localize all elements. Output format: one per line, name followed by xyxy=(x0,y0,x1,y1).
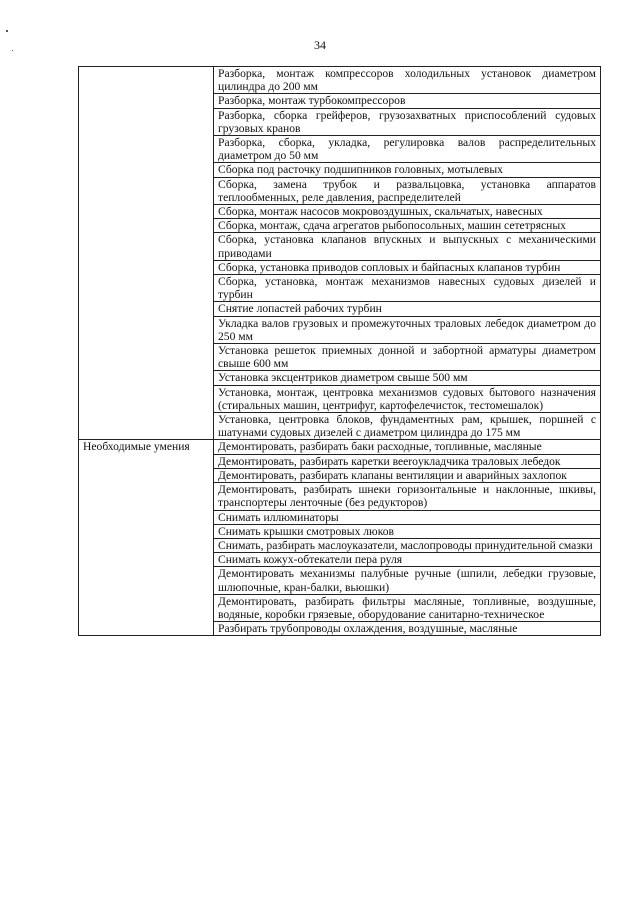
table-row xyxy=(79,440,601,454)
category-cell xyxy=(79,67,214,440)
item-cell: Разборка, монтаж компрессоров холодильных установок диаметром цилиндра до 200 мм xyxy=(214,67,601,94)
item-cell: Сборка, установка, монтаж механизмов навесных судовых дизелей и турбин xyxy=(214,275,601,302)
item-cell: Установка, монтаж, центровка механизмов судовых бытового назначения (стиральных машин, центрифуг, картофелечисток, тестомешалок) xyxy=(214,385,601,412)
item-cell: Демонтировать, разбирать баки расходные, топливные, масляные xyxy=(214,440,601,454)
item-cell: Снимать иллюминаторы xyxy=(214,510,601,524)
item-cell: Демонтировать механизмы палубные ручные (шпили, лебедки грузовые, шлюпочные, кран-балки, вьюшки) xyxy=(214,567,601,594)
item-cell: Укладка валов грузовых и промежуточных траловых лебедок диаметром до 250 мм xyxy=(214,316,601,343)
item-cell: Снимать кожух-обтекатели пера руля xyxy=(214,553,601,567)
item-cell: Демонтировать, разбирать шнеки горизонтальные и наклонные, шкивы, транспортеры ленточные (без редукторов) xyxy=(214,483,601,510)
item-cell: Сборка, установка клапанов впускных и выпускных с механическими приводами xyxy=(214,233,601,260)
item-cell: Сборка, монтаж насосов мокровоздушных, скальчатых, навесных xyxy=(214,205,601,219)
item-cell: Установка решеток приемных донной и забортной арматуры диаметром свыше 600 мм xyxy=(214,344,601,371)
item-cell: Демонтировать, разбирать клапаны вентиляции и аварийных захлопок xyxy=(214,468,601,482)
scan-speck xyxy=(6,30,8,32)
item-cell: Снятие лопастей рабочих турбин xyxy=(214,302,601,316)
item-cell: Снимать крышки смотровых люков xyxy=(214,524,601,538)
item-cell: Разборка, монтаж турбокомпрессоров xyxy=(214,94,601,108)
item-cell: Демонтировать, разбирать фильтры масляные, топливные, воздушные, водяные, коробки грязевые, оборудование санитарно-техническое xyxy=(214,594,601,621)
item-cell: Сборка, монтаж, сдача агрегатов рыбопосольных, машин сететрясных xyxy=(214,219,601,233)
item-cell: Сборка, замена трубок и развальцовка, установка аппаратов теплообменных, реле давления, распределителей xyxy=(214,177,601,204)
item-cell: Сборка, установка приводов сопловых и байпасных клапанов турбин xyxy=(214,260,601,274)
item-cell: Сборка под расточку подшипников головных, мотылевых xyxy=(214,163,601,177)
item-cell: Демонтировать, разбирать каретки вееroукладчика траловых лебедок xyxy=(214,454,601,468)
table-body xyxy=(79,67,601,636)
item-cell: Снимать, разбирать маслоуказатели, маслопроводы принудительной смазки xyxy=(214,538,601,552)
item-cell: Разборка, сборка грейферов, грузозахватных приспособлений судовых грузовых кранов xyxy=(214,108,601,135)
item-cell: Установка эксцентриков диаметром свыше 500 мм xyxy=(214,371,601,385)
item-cell: Установка, центровка блоков, фундаментных рам, крышек, поршней с шатунами судовых дизелей с диаметром цилиндра до 175 мм xyxy=(214,413,601,440)
item-cell: Разборка, сборка, укладка, регулировка валов распределительных диаметром до 50 мм xyxy=(214,136,601,163)
table-row xyxy=(79,67,601,94)
category-cell: Необходимые умения xyxy=(79,440,214,636)
page-number: 34 xyxy=(314,38,326,52)
competency-table xyxy=(78,66,601,636)
item-cell: Разбирать трубопроводы охлаждения, воздушные, масляные xyxy=(214,622,601,636)
